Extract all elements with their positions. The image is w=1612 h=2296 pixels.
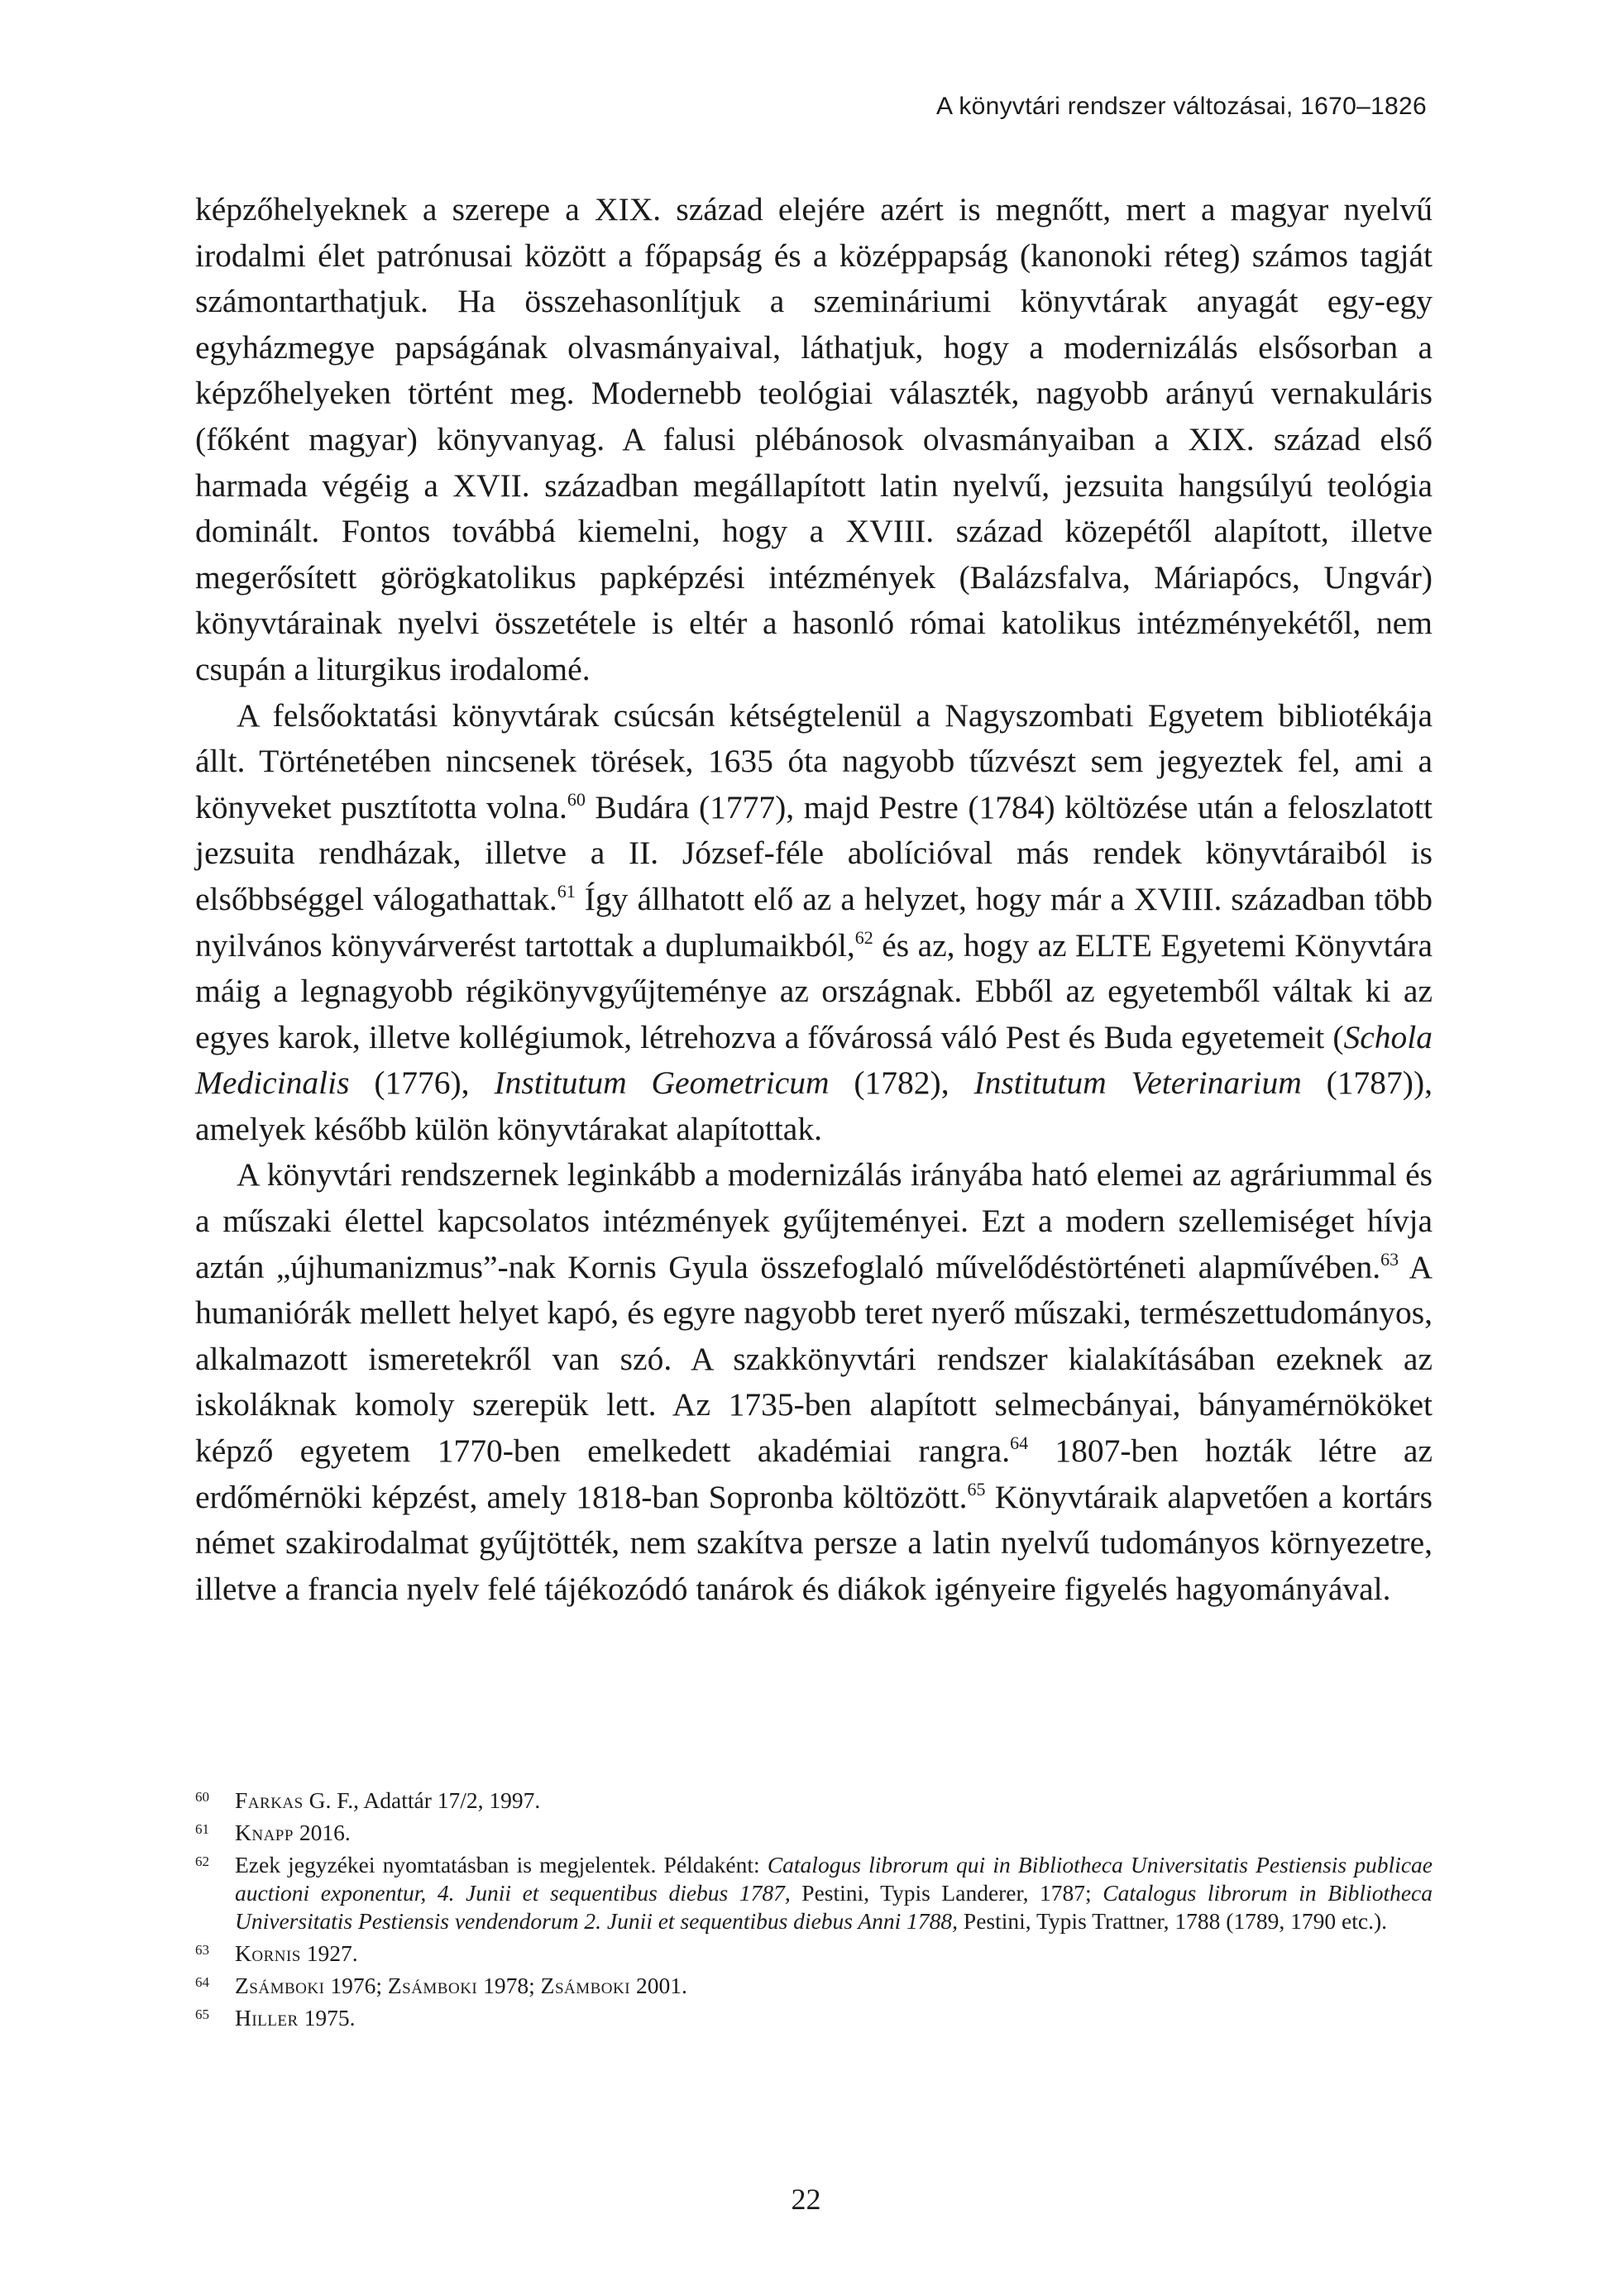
footnote-author: Hiller	[235, 2005, 299, 2031]
footnote-number: 62	[195, 1854, 209, 1869]
footnote-65	[195, 2004, 1433, 2032]
footnote-number: 60	[195, 1789, 209, 1805]
footnote-64	[195, 1972, 1433, 2000]
italic-institutum-geometricum: Institutum Geometricum	[494, 1064, 830, 1102]
paragraph-1	[195, 187, 1433, 693]
footnote-author: Zsámboki	[540, 1973, 631, 1998]
italic-institutum-veterinarium: Institutum Veterinarium	[973, 1064, 1302, 1102]
footnote-text	[235, 1972, 1433, 2000]
paragraph-2-seg1: A felsőoktatási könyvtárak csúcsán kétségtelenül a Nagyszombati Egyetem bibliotékája állt. Történetében nincsenek törések, 1635 óta nagyobb tűzvészt sem jegyeztek fel, ami a könyveket pusztította volna.	[195, 696, 1433, 825]
footnote-italic-title-1: Catalogus librorum qui in Bibliotheca Universitatis Pestiensis publicae auctioni exponentur, 4. Junii et sequentibus diebus 1787,	[235, 1852, 1433, 1906]
paragraph-2-seg6: (1782),	[829, 1064, 974, 1102]
footnote-seg2: Pestini, Typis Landerer, 1787;	[790, 1880, 1103, 1906]
footnote-author: Knapp	[235, 1820, 294, 1845]
footnote-number: 63	[195, 1942, 209, 1958]
footnote-rest: 2001.	[630, 1973, 687, 1998]
footnote-text	[235, 1819, 1433, 1847]
footnote-ref-64[interactable]: 64	[1010, 1433, 1029, 1454]
footnote-seg3: Pestini, Typis Trattner, 1788 (1789, 1790 etc.).	[958, 1908, 1388, 1934]
footnote-text	[235, 1851, 1433, 1935]
footnote-ref-61[interactable]: 61	[557, 880, 576, 902]
paragraph-3	[195, 1152, 1433, 1612]
footnote-author: Zsámboki	[387, 1973, 478, 1998]
paragraph-2-seg7: (1787)), amelyek később külön könyvtárakat alapítottak.	[195, 1064, 1433, 1147]
paragraph-3-seg1: A könyvtári rendszernek leginkább a modernizálás irányába ható elemei az agráriummal és a műszaki élettel kapcsolatos intézmények gyűjteményei. Ezt a modern szellemiséget hívja aztán „újhumanizmus”-nak Kornis Gyula összefoglaló művelődéstörténeti alapművében.	[195, 1156, 1433, 1285]
footnote-ref-65[interactable]: 65	[967, 1478, 986, 1500]
paragraph-2-seg4: és az, hogy az ELTE Egyetemi Könyvtára máig a legnagyobb régikönyvgyűjteménye az országnak. Ebből az egyetemből váltak ki az egyes karok, illetve kollégiumok, létrehozva a fővárossá váló Pest és Buda egyetemeit (	[195, 926, 1433, 1055]
footnote-number: 65	[195, 2007, 209, 2022]
footnote-ref-62[interactable]: 62	[854, 926, 873, 948]
footnote-rest: 1975.	[298, 2005, 356, 2031]
footnote-rest: G. F., Adattár 17/2, 1997.	[303, 1787, 541, 1813]
footnote-61	[195, 1819, 1433, 1847]
footnote-63	[195, 1940, 1433, 1968]
footnote-rest: 1978;	[477, 1973, 541, 1998]
footnote-number: 61	[195, 1821, 209, 1837]
footnote-number: 64	[195, 1974, 209, 1990]
footnote-text	[235, 1940, 1433, 1968]
footnote-text	[235, 2004, 1433, 2032]
paragraph-3-seg4: Könyvtáraik alapvetően a kortárs német szakirodalmat gyűjtötték, nem szakítva persze a latin nyelvű tudományos környezetre, illetve a francia nyelv felé tájékozódó tanárok és diákok igényeire figyelés hagyományával.	[195, 1478, 1433, 1607]
footnote-rest: 1927.	[300, 1940, 358, 1966]
footnote-ref-60[interactable]: 60	[567, 788, 586, 810]
footnote-ref-63[interactable]: 63	[1380, 1248, 1399, 1270]
paragraph-2-seg3: Így állhatott elő az a helyzet, hogy már a XVIII. században több nyilvános könyvárverést tartottak a duplumaikból,	[195, 880, 1433, 964]
body-text	[195, 187, 1433, 1612]
paragraph-3-seg2: A humaniórák mellett helyet kapó, és egyre nagyobb teret nyerő műszaki, természettudományos, alkalmazott ismeretekről van szó. A szakkönyvtári rendszer kialakításában ezeknek az iskoláknak komoly szerepük lett. Az 1735-ben alapított selmecbányai, bányamérnököket képző egyetem 1770-ben emelkedett akadémiai rangra.	[195, 1248, 1433, 1470]
footnote-italic-title-2: Catalogus librorum in Bibliotheca Universitatis Pestiensis vendendorum 2. Junii et sequentibus diebus Anni 1788,	[235, 1880, 1433, 1934]
paragraph-3-seg3: 1807-ben hozták létre az erdőmérnöki képzést, amely 1818-ban Sopronba költözött.	[195, 1433, 1433, 1515]
footnotes	[195, 1787, 1433, 2036]
page-number: 22	[791, 2183, 821, 2216]
paragraph-2-seg5: (1776),	[349, 1064, 495, 1102]
paragraph-2	[195, 693, 1433, 1153]
paragraph-2-seg2: Budára (1777), majd Pestre (1784) költözése után a feloszlatott jezsuita rendházak, illetve a II. József-féle abolícióval más rendek könyvtáraiból is elsőbbséggel válogathattak.	[195, 788, 1433, 917]
footnote-text	[235, 1787, 1433, 1815]
footnote-author: Zsámboki	[235, 1973, 325, 1998]
italic-schola-medicinalis: Schola Medicinalis	[195, 1018, 1433, 1102]
paragraph-1-text: képzőhelyeknek a szerepe a XIX. század elejére azért is megnőtt, mert a magyar nyelvű irodalmi élet patrónusai között a főpapság és a középpapság (kanonoki réteg) számos tagját számontarthatjuk. Ha összehasonlítjuk a szemináriumi könyvtárak anyagát egy-egy egyházmegye papságának olvasmányaival, láthatjuk, hogy a modernizálás elsősorban a képzőhelyeken történt meg. Modernebb teológiai választék, nagyobb arányú vernakuláris (főként magyar) könyvanyag. A falusi plébánosok olvasmányaiban a XIX. század első harmada végéig a XVII. században megállapított latin nyelvű, jezsuita hangsúlyú teológia dominált. Fontos továbbá kiemelni, hogy a XVIII. század közepétől alapított, illetve megerősített görögkatolikus papképzési intézmények (Balázsfalva, Máriapócs, Ungvár) könyvtárainak nyelvi összetétele is eltér a hasonló római katolikus intézményekétől, nem csupán a liturgikus irodalomé.	[195, 191, 1433, 687]
footnote-author: Kornis	[235, 1940, 301, 1966]
footnote-60	[195, 1787, 1433, 1815]
footnote-62	[195, 1851, 1433, 1935]
footnote-seg1: Ezek jegyzékei nyomtatásban is megjelentek. Példaként:	[235, 1852, 768, 1877]
footnote-rest: 1976;	[324, 1973, 388, 1998]
footnote-author: Farkas	[235, 1787, 304, 1813]
running-header: A könyvtári rendszer változásai, 1670–1826	[936, 93, 1427, 120]
footnote-rest: 2016.	[293, 1820, 351, 1845]
